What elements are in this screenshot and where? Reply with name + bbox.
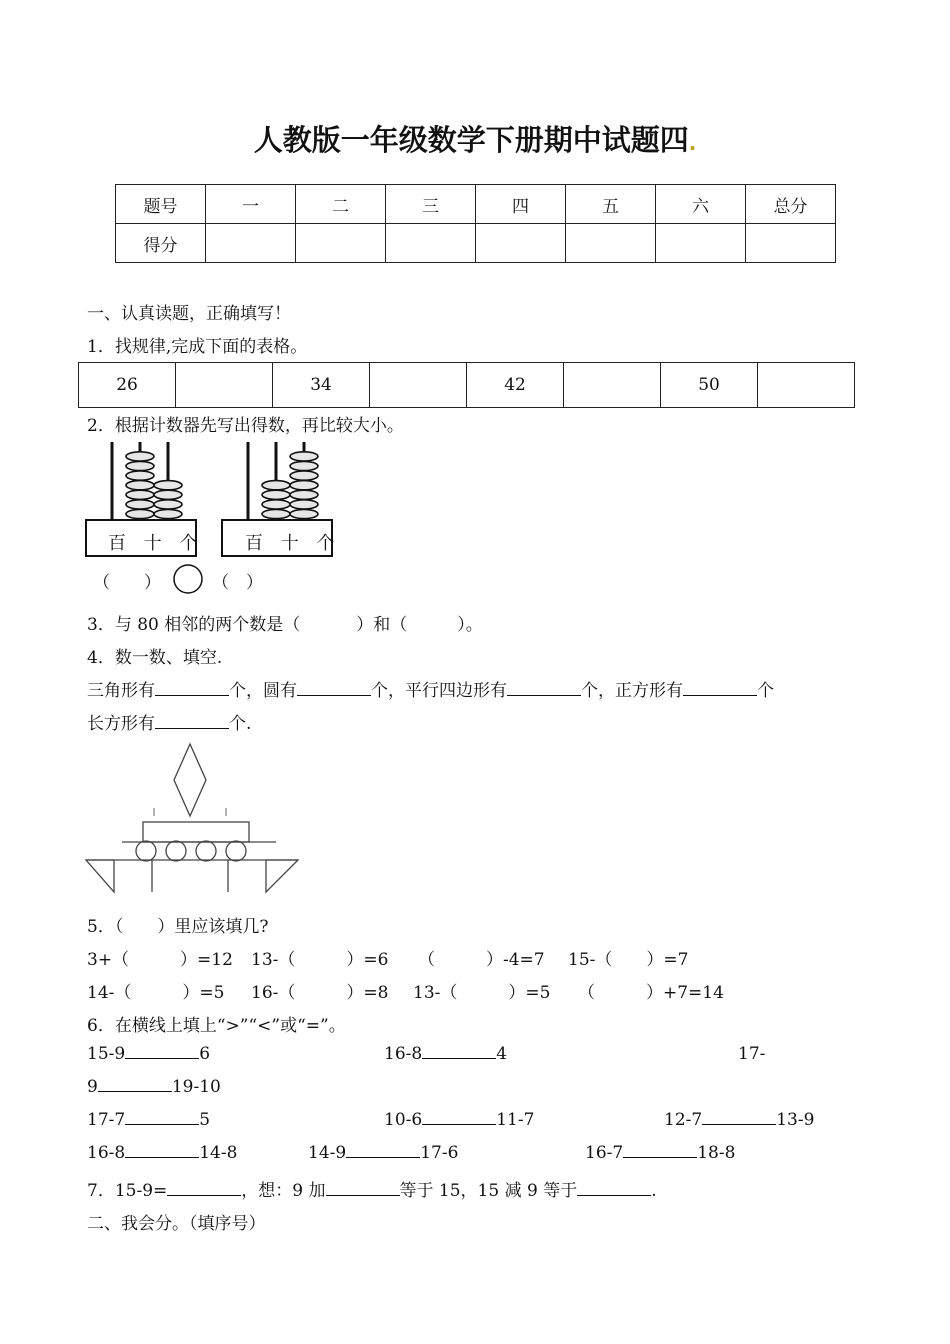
q4-blank-triangle[interactable]: [155, 681, 229, 696]
q5-item[interactable]: （ ）-4=7: [418, 950, 545, 970]
sequence-cell: 42: [466, 363, 563, 408]
sequence-blank-cell[interactable]: [564, 363, 661, 408]
abacus-bead: [290, 481, 318, 490]
q7-blank-2[interactable]: [326, 1181, 400, 1196]
compare-right-paren[interactable]: （ ）: [212, 573, 263, 593]
q6-right: 11-7: [496, 1110, 535, 1130]
q4-blank-parallelogram[interactable]: [507, 681, 581, 696]
q6-item: [384, 1044, 507, 1064]
score-header-cell: 题号: [116, 185, 206, 224]
shapes-figure: [84, 740, 306, 898]
question-4: 4．数一数、填空.: [87, 648, 223, 668]
q6-item: [585, 1143, 735, 1163]
q7-text: 7．15-9=: [87, 1181, 168, 1201]
score-cell[interactable]: [566, 224, 656, 263]
score-header-cell: 四: [476, 185, 566, 224]
q6-right: 19-10: [171, 1077, 221, 1097]
q6-right: 18-8: [697, 1143, 736, 1163]
abacus-bead: [262, 500, 290, 509]
q6-left: 12-7: [664, 1110, 703, 1130]
title-text: 人教版一年级数学下册期中试题四: [253, 123, 689, 157]
q7-text: .: [651, 1181, 657, 1201]
q6-right: 14-8: [199, 1143, 238, 1163]
q6-blank[interactable]: [125, 1044, 199, 1059]
abacus-bead: [154, 500, 182, 509]
q5-item[interactable]: 14-（ ）=5: [87, 983, 225, 1003]
triangle-shape-left: [86, 860, 114, 892]
q6-blank[interactable]: [422, 1110, 496, 1125]
q6-item: [664, 1110, 814, 1130]
circle-shape: [196, 841, 216, 861]
q6-right: 17-6: [420, 1143, 459, 1163]
score-cell[interactable]: [476, 224, 566, 263]
q6-item: [87, 1110, 210, 1130]
q4-blank-rectangle[interactable]: [155, 714, 229, 729]
sequence-table: [78, 362, 855, 408]
sequence-blank-cell[interactable]: [370, 363, 467, 408]
q6-blank[interactable]: [98, 1077, 172, 1092]
score-cell[interactable]: [746, 224, 836, 263]
abacus-bead: [290, 490, 318, 499]
q4-line-1: [87, 676, 774, 701]
q7-blank-3[interactable]: [577, 1181, 651, 1196]
section2-heading: 二、我会分。（填序号）: [87, 1214, 266, 1234]
score-header-cell: 二: [296, 185, 386, 224]
sequence-cell: 50: [660, 363, 757, 408]
q4-text: 长方形有: [87, 714, 155, 734]
q6-left: 17-7: [87, 1110, 126, 1130]
q5-item[interactable]: 13-（ ）=5: [413, 983, 551, 1003]
question-1: 1．找规律,完成下面的表格。: [87, 337, 308, 357]
title-mark: .: [688, 131, 697, 155]
abacus-bead: [290, 500, 318, 509]
q7-blank-1[interactable]: [167, 1181, 241, 1196]
q6-item: [308, 1143, 458, 1163]
rectangle-shape: [143, 822, 249, 842]
compare-left-paren[interactable]: （ ）: [93, 573, 161, 593]
circle-shape: [136, 841, 156, 861]
q3-text-a: 3．与 80 相邻的两个数是（: [87, 615, 301, 635]
q7-text: ，想：9 加: [241, 1181, 326, 1201]
score-cell[interactable]: [296, 224, 386, 263]
q6-blank[interactable]: [623, 1143, 697, 1158]
abacus-bead: [290, 461, 318, 470]
q6-left: 16-7: [585, 1143, 624, 1163]
abacus-bead: [290, 452, 318, 461]
q5-item[interactable]: 3+（ ）=12: [87, 950, 233, 970]
abacus-beads: [126, 452, 182, 519]
abacus-2-label: 百 十 个: [245, 533, 341, 554]
q4-text: 个: [757, 681, 774, 701]
q4-blank-circle[interactable]: [297, 681, 371, 696]
abacus-bead: [262, 490, 290, 499]
q6-item: [87, 1143, 237, 1163]
section1-heading: 一、认真读题，正确填写！: [87, 304, 291, 324]
q6-left: 17-: [738, 1044, 766, 1064]
q5-item[interactable]: 15-（ ）=7: [568, 950, 689, 970]
abacus-bead: [126, 509, 154, 518]
abacus-bead: [126, 461, 154, 470]
q4-text: 个，圆有: [229, 681, 297, 701]
abacus-1-label: 百 十 个: [108, 533, 204, 554]
question-5: 5．（ ）里应该填几?: [87, 917, 269, 937]
abacus-bead: [262, 509, 290, 518]
q6-right: 13-9: [776, 1110, 815, 1130]
q6-blank[interactable]: [125, 1143, 199, 1158]
sequence-blank-cell[interactable]: [758, 363, 855, 408]
score-row-label: 得分: [116, 224, 206, 263]
circle-shape: [166, 841, 186, 861]
abacus-bead: [126, 500, 154, 509]
q6-item: [87, 1044, 210, 1064]
score-header-row: [116, 185, 836, 224]
question-2: 2．根据计数器先写出得数，再比较大小。: [87, 416, 404, 436]
q5-item[interactable]: 16-（ ）=8: [251, 983, 389, 1003]
q6-left: 10-6: [384, 1110, 423, 1130]
score-table: [115, 184, 836, 263]
abacus-bead: [290, 471, 318, 480]
sequence-blank-cell[interactable]: [176, 363, 273, 408]
q3-text-c: ）。: [457, 615, 483, 635]
question-3: [87, 610, 483, 635]
page-title: [0, 118, 950, 159]
q6-item: [738, 1044, 765, 1064]
score-header-cell: 一: [206, 185, 296, 224]
q6-left: 15-9: [87, 1044, 126, 1064]
q6-blank[interactable]: [346, 1143, 420, 1158]
score-header-cell: 三: [386, 185, 476, 224]
q6-left: 16-8: [87, 1143, 126, 1163]
q4-line-2: [87, 709, 251, 734]
q6-right: 5: [199, 1110, 211, 1130]
abacus-bead: [154, 481, 182, 490]
abacus-bead: [126, 490, 154, 499]
q7-text: 等于 15，15 减 9 等于: [399, 1181, 578, 1201]
q6-blank[interactable]: [422, 1044, 496, 1059]
q6-left: 9: [87, 1077, 98, 1097]
abacus-bead: [154, 509, 182, 518]
abacus-bead: [126, 471, 154, 480]
score-header-cell: 六: [656, 185, 746, 224]
q5-item[interactable]: （ ）+7=14: [578, 983, 724, 1003]
q4-blank-square[interactable]: [683, 681, 757, 696]
q6-item: [384, 1110, 534, 1130]
q6-right: 6: [199, 1044, 211, 1064]
q6-blank[interactable]: [125, 1110, 199, 1125]
abacus-bead: [154, 490, 182, 499]
q4-text: 个，正方形有: [581, 681, 683, 701]
abacus-bead: [262, 481, 290, 490]
triangle-shape-right: [266, 860, 298, 892]
sequence-cell: 26: [79, 363, 176, 408]
q6-right: 4: [496, 1044, 508, 1064]
score-cell[interactable]: [206, 224, 296, 263]
score-row: [116, 224, 836, 263]
score-cell[interactable]: [386, 224, 476, 263]
q4-text: 个，平行四边形有: [371, 681, 507, 701]
q5-item[interactable]: 13-（ ）=6: [251, 950, 389, 970]
q6-blank[interactable]: [702, 1110, 776, 1125]
circle-shape: [226, 841, 246, 861]
question-6: 6．在横线上填上“>”“<”或“=”。: [87, 1016, 346, 1036]
q4-text: 个.: [229, 714, 252, 734]
abacus-bead: [126, 452, 154, 461]
score-header-cell: 总分: [746, 185, 836, 224]
abacus-beads: [262, 452, 318, 519]
abacus-bead: [126, 481, 154, 490]
question-7: [87, 1176, 657, 1201]
q3-text-b: ）和（: [356, 615, 408, 635]
sequence-cell: 34: [272, 363, 369, 408]
q6-left: 16-8: [384, 1044, 423, 1064]
q4-text: 三角形有: [87, 681, 155, 701]
sequence-row: [79, 363, 855, 408]
rhombus-shape: [174, 744, 206, 816]
score-cell[interactable]: [656, 224, 746, 263]
q6-left: 14-9: [308, 1143, 347, 1163]
compare-circle[interactable]: [171, 562, 205, 596]
q6-item: [87, 1077, 221, 1097]
score-header-cell: 五: [566, 185, 656, 224]
abacus-bead: [290, 509, 318, 518]
